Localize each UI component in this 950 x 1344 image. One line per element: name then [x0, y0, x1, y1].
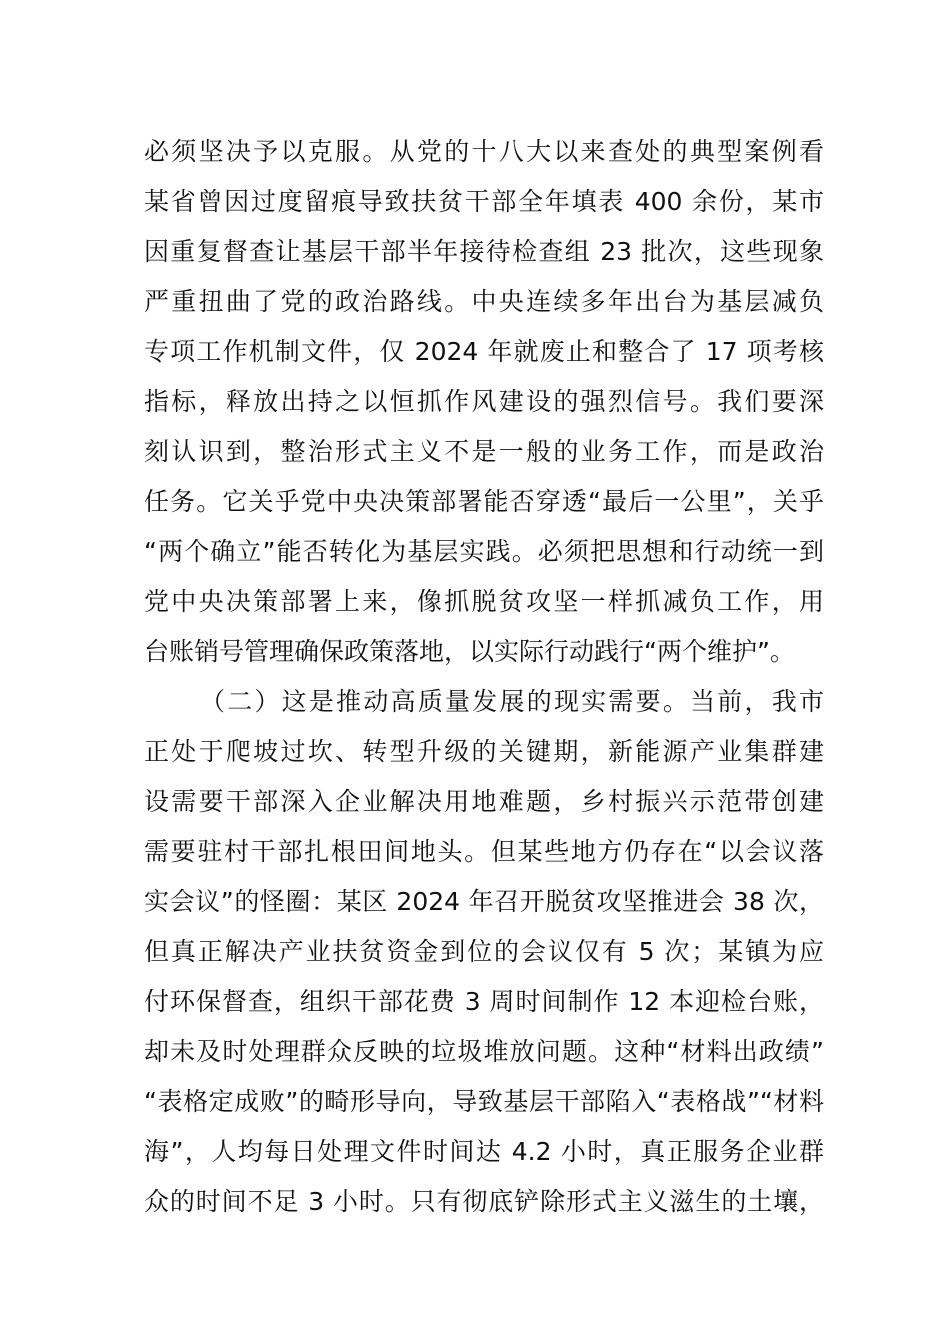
text-line: 但真正解决产业扶贫资金到位的会议仅有 5 次；某镇为应: [144, 937, 824, 966]
paragraph-end-line: 台账销号管理确保政策落地，以实际行动践行“两个维护”。: [144, 637, 795, 666]
text-line: 某省曾因过度留痕导致扶贫干部全年填表 400 余份，某市: [144, 187, 824, 216]
text-line: “表格定成败”的畸形导向，导致基层干部陷入“表格战”“材料: [144, 1087, 824, 1116]
body-text: [144, 127, 824, 1227]
text-line: 却未及时处理群众反映的垃圾堆放问题。这种“材料出政绩”: [144, 1037, 824, 1066]
text-line: 刻认识到，整治形式主义不是一般的业务工作，而是政治: [144, 437, 824, 466]
text-line: 因重复督查让基层干部半年接待检查组 23 批次，这些现象: [144, 237, 824, 266]
text-line: 海”，人均每日处理文件时间达 4.2 小时，真正服务企业群: [144, 1137, 824, 1166]
text-line: 专项工作机制文件，仅 2024 年就废止和整合了 17 项考核: [144, 337, 824, 366]
text-line: “两个确立”能否转化为基层实践。必须把思想和行动统一到: [144, 537, 824, 566]
text-line: 任务。它关乎党中央决策部署能否穿透“最后一公里”，关乎: [144, 487, 824, 516]
text-line: 实会议”的怪圈：某区 2024 年召开脱贫攻坚推进会 38 次，: [144, 887, 824, 916]
text-line: 指标，释放出持之以恒抓作风建设的强烈信号。我们要深: [144, 387, 824, 416]
text-line: 需要驻村干部扎根田间地头。但某些地方仍存在“以会议落: [144, 837, 824, 866]
text-line: 设需要干部深入企业解决用地难题，乡村振兴示范带创建: [144, 787, 824, 816]
text-line: 众的时间不足 3 小时。只有彻底铲除形式主义滋生的土壤，: [144, 1187, 824, 1216]
text-line: 党中央决策部署上来，像抓脱贫攻坚一样抓减负工作，用: [144, 587, 824, 616]
text-line: 必须坚决予以克服。从党的十八大以来查处的典型案例看: [144, 137, 824, 166]
text-line: 严重扭曲了党的政治路线。中央连续多年出台为基层减负: [144, 287, 824, 316]
section-heading-line: （二）这是推动高质量发展的现实需要。当前，我市: [200, 687, 824, 716]
text-line: 正处于爬坡过坎、转型升级的关键期，新能源产业集群建: [144, 737, 824, 766]
text-line: 付环保督查，组织干部花费 3 周时间制作 12 本迎检台账，: [144, 987, 824, 1016]
